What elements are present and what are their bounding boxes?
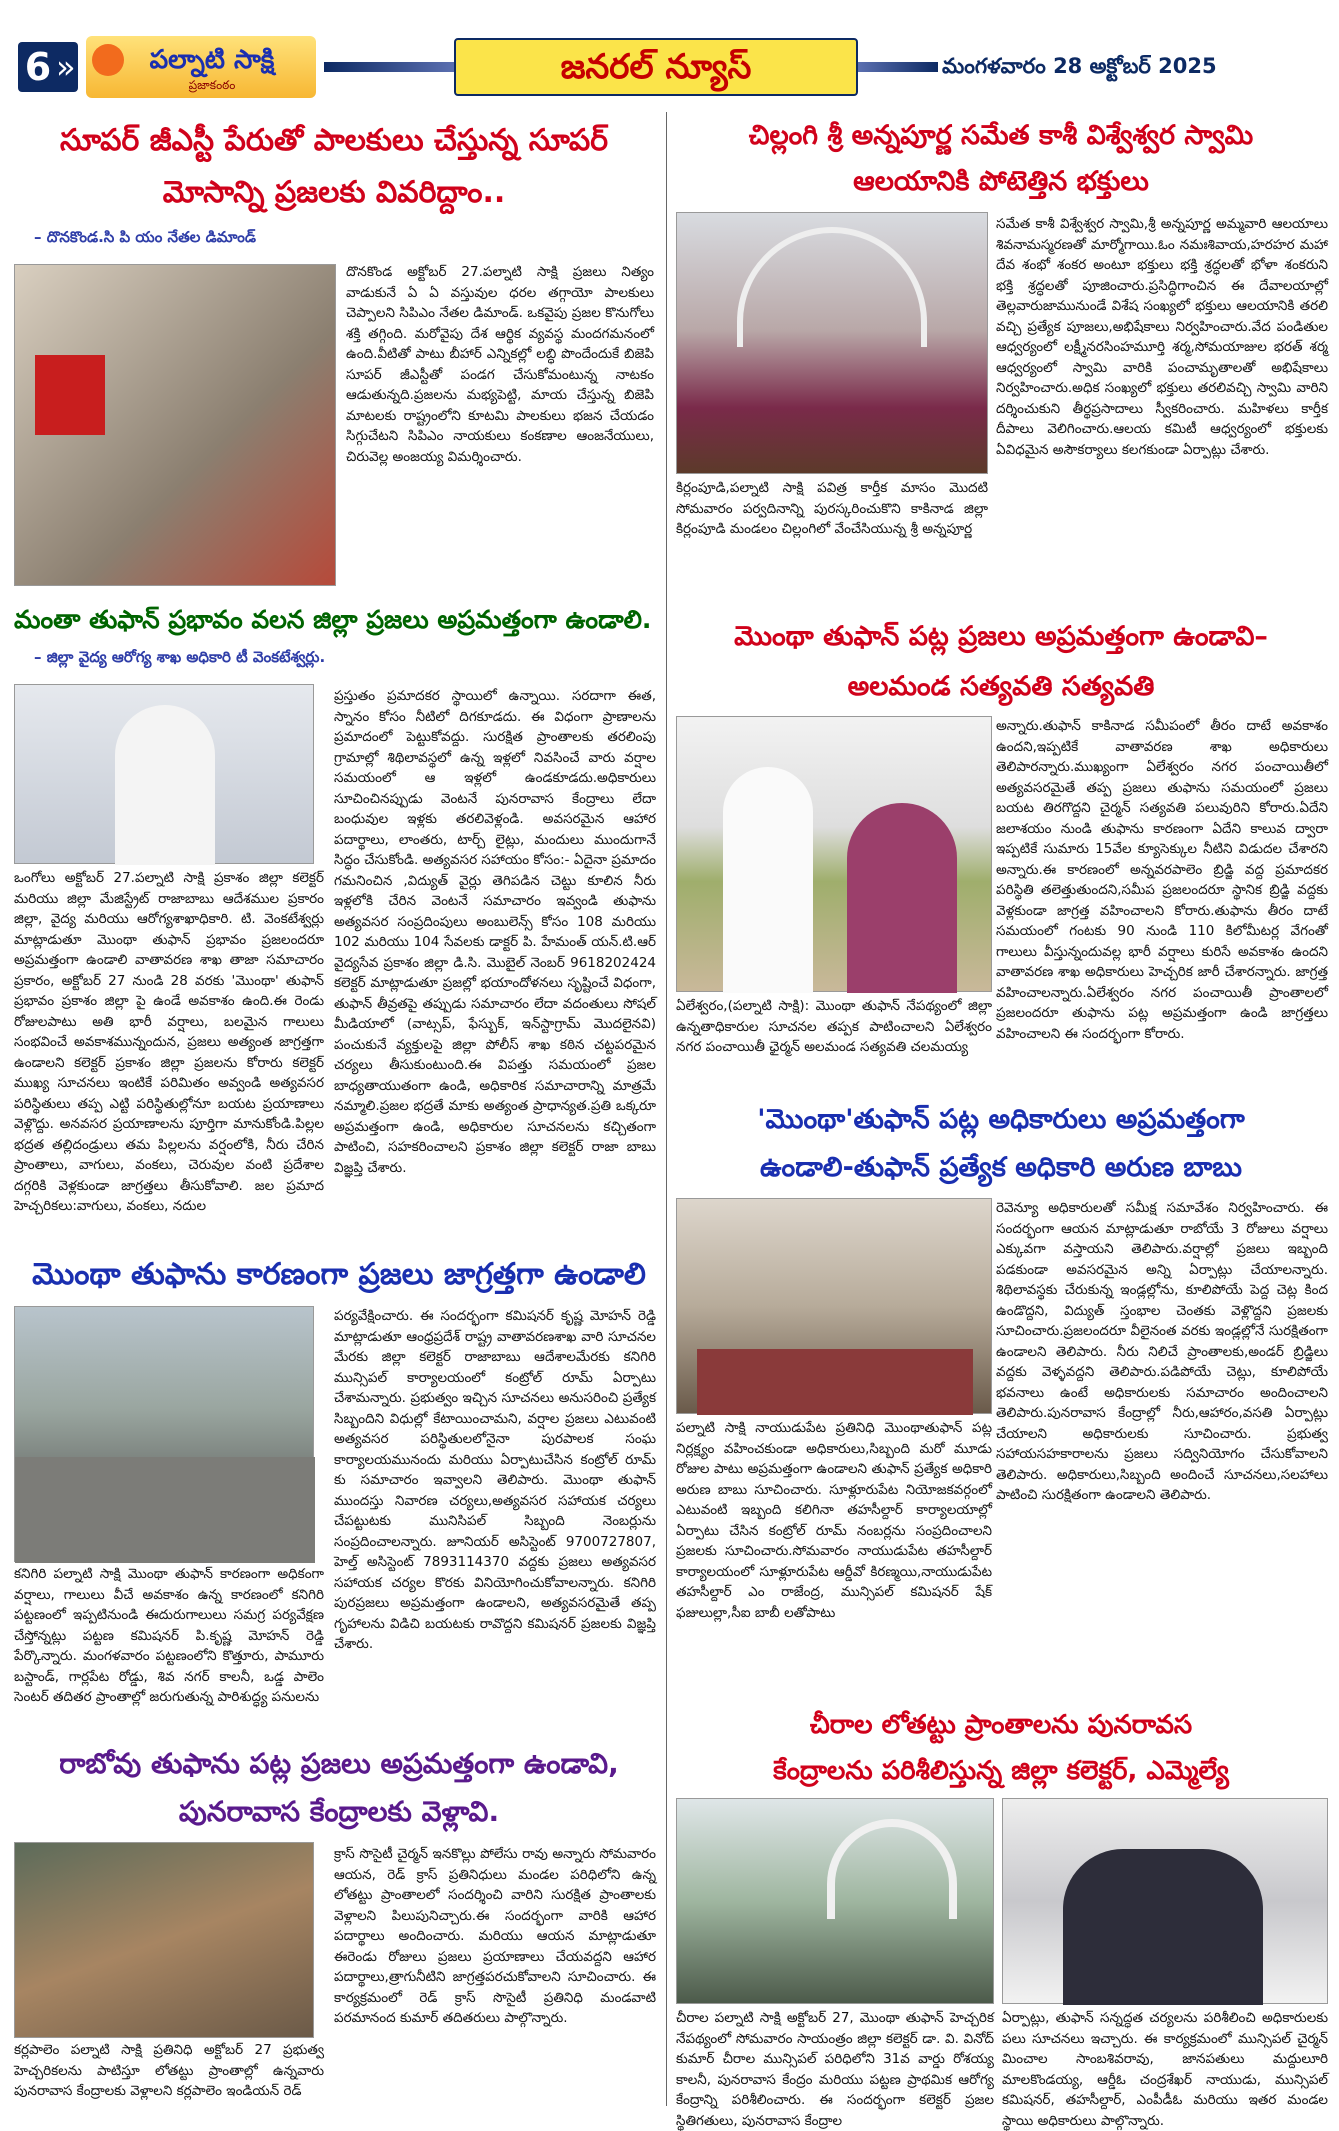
meeting-table	[697, 1349, 973, 1415]
aruna-headline-1: 'మొంథా'తుఫాన్ పట్ల అధికారులు అప్రమత్తంగా	[757, 1104, 1245, 1135]
newspaper-logo	[86, 36, 316, 98]
temple-headline-1: చిల్లంగి శ్రీ అన్నపూర్ణ సమేత కాశీ విశ్వేశ్వర స్వామి	[748, 120, 1254, 151]
rabovu-photo	[14, 1842, 314, 2038]
page-number: 6	[24, 45, 52, 89]
rabovu-headline-2: పునరావాస కేంద్రాలకు వెళ్లావి.	[178, 1795, 500, 1828]
health-headline: మంతా తుఫాన్ ప్రభావం వలన జిల్లా ప్రజలు అప్రమత్తంగా ఉండాలి.	[14, 605, 652, 634]
rabovu-caption: కర్లపాలెం పల్నాటి సాక్షి ప్రతినిధి అక్టోబర్ 27 ప్రభుత్వ హెచ్చరికలను పాటిస్తూ లోతట్టు ప్రాంతాల్లో ఉన్నవారు పునరావాస కేంద్రాలకు వెళ్లాలని కర్లపాలెం ఇండియన్ రెడ్	[14, 2042, 324, 2100]
masthead-bar-left	[324, 62, 454, 72]
alamanda-headline-2: అలమండ సత్యవతి సత్యవతి	[847, 671, 1155, 702]
montha-rains-photo	[14, 1306, 314, 1562]
alamanda-caption: ఏలేశ్వరం,(పల్నాటి సాక్షి): మొంథా తుఫాన్ నేపథ్యంలో జిల్లా ఉన్నతాధికారుల సూచనల తప్పక పాటించాలని ఏలేశ్వరం నగర పంచాయితీ ఛైర్మన్ అలమండ సత్యవతి చలమయ్య	[676, 998, 992, 1056]
person-right	[847, 803, 957, 993]
alamanda-headline-1: మొంథా తుఫాన్ పట్ల ప్రజలు అప్రమత్తంగా ఉండావి–	[734, 621, 1268, 652]
collector-headline-2: కేంద్రాలను పరిశీలిస్తున్న జిల్లా కలెక్టర్, ఎమ్మెల్యే	[773, 1756, 1229, 1786]
temple-headline-2: ఆలయానికి పోటెత్తిన భక్తులు	[853, 166, 1149, 197]
temple-body-bottom: కిర్లంపూడి,పల్నాటి సాక్షి పవిత్ర కార్తీక మాసం మొదటి సోమవారం పర్వదినాన్ని పురస్కరించుకొని కాకినాడ జిల్లా కిర్లంపూడి మండలం చిల్లంగిలో వేంచేసియున్న శ్రీ అన్నపూర్ణ	[676, 480, 988, 538]
road	[15, 1457, 315, 1563]
health-photo	[14, 684, 314, 864]
collector-body-left: చీరాల పల్నాటి సాక్షి అక్టోబర్ 27, మొంథా తుఫాన్ హెచ్చరిక నేపథ్యంలో సోమవారం సాయంత్రం జిల్లా కలెక్టర్ డా. వి. వినోద్ కుమార్ చీరాల మున్సిపల్ పరిధిలోని 31వ వార్డు రోశయ్య కాలనీ, పునరావాస కేంద్రం మరియు పట్టణ ప్రాథమిక ఆరోగ్య కేంద్రాన్ని పరిశీలించారు. ఈ సందర్భంగా కలెక్టర్ ప్రజల స్థితిగతులు, పునరావాస కేంద్రాల	[676, 2010, 994, 2129]
temple-photo	[676, 212, 988, 474]
section-title: జనరల్ న్యూస్	[560, 47, 752, 87]
logo-subtitle: ప్రజాకంఠం	[188, 78, 236, 92]
aruna-caption: పల్నాటి సాక్షి నాయుడుపేట ప్రతినిధి మొంథాతుఫాన్ పట్ల నిర్లక్ష్యం వహించకుండా అధికారులు,సిబ్బంది మరో మూడు రోజుల పాటు అప్రమత్తంగా ఉండాలని తుఫాన్ ప్రత్యేక అధికారి అరుణ బాబు సూచించారు. సూళ్లూరుపేట నియోజకవర్గంలో ఎటువంటి ఇబ్బంది కలిగినా తహసీల్దార్ కార్యాలయాల్లో ఏర్పాటు చేసిన కంట్రోల్ రూమ్ నంబర్లను సంప్రదించాలని ప్రజలకు సూచించారు.సోమవారం నాయుడుపేట తహసీల్దార్ కార్యాలయంలో సూళ్లూరుపేట ఆర్డీవో కిరణ్మయి,నాయుడుపేట తహసీల్దార్ ఎం రాజేంద్ర, మున్సిపల్ కమిషనర్ షేక్ ఫజులుల్లా,సీఐ బాబీ లతోపాటు	[676, 1420, 992, 1621]
person-left	[723, 767, 813, 993]
logo-title: పల్నాటి సాక్షి	[149, 45, 275, 75]
health-byline: – జిల్లా వైద్య ఆరోగ్య శాఖ అధికారి టీ వెంకటేశ్వర్లు.	[34, 648, 326, 666]
aruna-body: రెవెన్యూ అధికారులతో సమీక్ష సమావేశం నిర్వహించారు. ఈ సందర్భంగా ఆయన మాట్లాడుతూ రాబోయే 3 రోజులు వర్షాలు ఎక్కువగా వస్తాయని తెలిపారు.వర్షాల్లో ప్రజలు ఇబ్బంది పడకుండా అవసరమైన అన్ని ఏర్పాట్లు చేయాలన్నారు. శిథిలావస్థకు చేరుకున్న ఇండ్లల్లోను, కూలిపోయే పెద్ద చెట్ల కింద ఉండొద్దని, విద్యుత్ స్తంభాల చెంతకు వెళ్లొద్దని ప్రజలకు సూచించారు.ప్రజలందరూ వీలైనంత వరకు ఇండ్లల్లోనే సురక్షితంగా ఉండాలని తెలిపారు. నీరు నిలిచే ప్రాంతాలకు,అండర్ బ్రిడ్జిలు వద్దకు వెళ్ళవద్దని తెలిపారు.పడిపోయే చెట్లు, కూలిపోయే భవనాలు ఉంటే అధికారులకు సమాచారం అందించాలని తెలిపారు.పునరావాస కేంద్రాల్లో నీరు,ఆహారం,వసతి ఏర్పాట్లు చేయాలని అధికారులకు సూచించారు. ప్రభుత్వ సహాయసహకారాలను ప్రజలు సద్వినియోగం చేసుకోవాలని తెలిపారు. అధికారులు,సిబ్బంది అందించే సూచనలు,సలహాలు పాటించి సురక్షితంగా ఉండాలని తెలిపారు.	[996, 1200, 1328, 1504]
masthead	[12, 36, 1328, 100]
montha-rains-body: పర్యవేక్షించారు. ఈ సందర్భంగా కమిషనర్ కృష్ణ మోహన్ రెడ్డి మాట్లాడుతూ ఆంధ్రప్రదేశ్ రాష్ట్ర వాతావరణశాఖ వారి సూచనల మేరకు జిల్లా కలెక్టర్ రాజాబాబు ఆదేశాలమేరకు కనిగిరి మున్సిపల్ కార్యాలయంలో కంట్రోల్ రూమ్ ఏర్పాటు చేశామన్నారు. ప్రభుత్వం ఇచ్చిన సూచనలు అనుసరించి ప్రత్యేక సిబ్బందిని విధుల్లో కేటాయించామని, వర్షాల ప్రజలు ఎటువంటి అత్యవసర పరిస్థితులలోనైనా పురపాలక సంఘ కార్యాలయమునందు మరియు ఏర్పాటుచేసిన కంట్రోల్ రూమ్ కు సమాచారం ఇవ్వాలని తెలిపారు. మొంథా తుఫాన్ ముందస్తు నివారణ చర్యలు,అత్యవసర సహాయక చర్యలు చేపట్టుటకు మునిసిపల్ సిబ్బంది నెంబర్లును సంప్రదించాలన్నారు. జూనియర్ అసిస్టెంట్ 9700727807, హెల్త్ అసిస్టెంట్ 7893114370 వద్దకు ప్రజలు అత్యవసర సహాయక చర్యల కొరకు వినియోగించుకోవాలన్నారు. కనిగిరి పురప్రజలు అప్రమత్తంగా ఉండాలని, అత్యవసరమైతే తప్ప గృహాలను విడిచి బయటకు రావొద్దని కమిషనర్ ప్రజలకు విజ్ఞప్తి చేశారు.	[334, 1308, 656, 1653]
column-divider	[666, 112, 667, 2106]
alamanda-body: అన్నారు.తుఫాన్ కాకినాడ సమీపంలో తీరం దాటే అవకాశం ఉందని,ఇప్పటికే వాతావరణ శాఖ అధికారులు తెలిపారన్నారు.ముఖ్యంగా ఏలేశ్వరం నగర పంచాయితీలో అత్యవసరమైతే తప్ప ప్రజలు తుఫాను సమయంలో ప్రజలు బయట తిరగొద్దని చైర్మన్ సత్యవతి పలువురిని కోరారు.ఏదేని జలాశయం నుండి తుఫాను కారణంగా ఏదేని కాలువ ద్వారా ఇప్పటికే సుమారు 15వేల క్యూసెక్కుల నీటిని విడుదల చేశారని అన్నారు.ఈ కారణంలో అన్నవరపాలెం బ్రిడ్జి వద్ద ప్రమాదకర పరిస్థితి తలెత్తుతుందని,సమీప ప్రజలందరూ స్థానిక బ్రిడ్జి వద్దకు వెళ్లకుండా జాగ్రత్త వహించాలని కోరారు.తుఫాను తీరం దాటే సమయంలో గంటకు 90 నుండి 110 కిలోమీటర్ల వేగంతో గాలులు వీస్తున్నందువల్ల భారీ వర్షాలు కురిసే అవకాశం ఉందని వాతావరణ శాఖ అధికారులు హెచ్చరిక జారీ చేశారన్నారు. జాగ్రత్త వహించాలన్నారు.ఏలేశ్వరం నగర పంచాయితీ ప్రాంతాలలో ప్రజలందరూ తుఫాను పట్ల అప్రమత్తంగా ఉండి జాగ్రత్తలు వహించాలని ఈ సందర్భంగా కోరారు.	[996, 718, 1328, 1042]
page-number-chevron: »	[56, 48, 76, 86]
issue-date: మంగళవారం 28 అక్టోబర్ 2025	[942, 54, 1217, 78]
temple-body-right: సమేత కాశీ విశ్వేశ్వర స్వామి,శ్రీ అన్నపూర్ణ అమ్మవారి ఆలయాలు శివనామస్మరణతో మార్మోగాయి.ఓం నమఃశివాయ,హరహర మహా దేవ శంభో శంకర అంటూ భక్తులు భక్తి శ్రద్ధలతో భోళా శంకరుని భక్తి శ్రద్ధలతో పూజించారు.ప్రసిద్ధిగాంచిన ఈ దేవాలయాల్లో తెల్లవారుజామునుండే విశేష సంఖ్యలో భక్తులు ఆలయానికి తరలి వచ్చి ప్రత్యేక పూజలు,అభిషేకాలు నిర్వహించారు.వేద పండితుల ఆధ్వర్యంలో లక్ష్మీనరసింహమూర్తి శర్మ,సోమయాజుల భరత్ శర్మ ఆధ్వర్యంలో స్వామి వారికి పంచామృతాలతో అభిషేకాలు నిర్వహించారు.అధిక సంఖ్యలో భక్తులు తరలివచ్చి స్వామి వారిని దర్శించుకుని తీర్థప్రసాదాలు స్వీకరించారు. మహిళలు కార్తీక దీపాలు వెలిగించారు.ఆలయ కమిటీ ఆధ్వర్యంలో భక్తులకు ఏవిధమైన అసౌకర్యాలు కలగకుండా ఏర్పాట్లు చేశారు.	[996, 216, 1328, 458]
rabovu-body: క్రాస్ సొసైటీ చైర్మన్ ఇనకొల్లు పోలేసు రావు అన్నారు సోమవారం ఆయన, రెడ్ క్రాస్ ప్రతినిధులు మండల పరిధిలోని ఉన్న లోతట్టు ప్రాంతాలలో సందర్శించి వారిని సురక్షిత ప్రాంతాలకు వెళ్లాలని పిలుపునిచ్చారు.ఈ సందర్భంగా వారికి ఆహార పదార్థాలు అందించారు. మరియు ఆయన మాట్లాడుతూ ఈరెండు రోజులు ప్రజలు ప్రయాణాలు చేయవద్దని ఆహార పదార్థాలు,త్రాగునీటిని జాగ్రత్తపరచుకోవాలని సూచించారు. ఈ కార్యక్రమంలో రెడ్ క్రాస్ సొసైటీ ప్రతినిధి మండవాటి పరమానంద కుమార్ తదితరులు పాల్గొన్నారు.	[334, 1846, 656, 2027]
health-body: ప్రస్తుతం ప్రమాదకర స్థాయిలో ఉన్నాయి. సరదాగా ఈత, స్నానం కోసం నీటిలో దిగకూడదు. ఈ విధంగా ప్రాణాలను ప్రమాదంలో పెట్టుకోవద్దు. సురక్షిత ప్రాంతాలకు తరలింపు గ్రామాల్లో శిథిలావస్థలో ఉన్న ఇళ్లలో నివసించే వారు వర్షాల సమయంలో ఆ ఇళ్లలో ఉండకూడదు.అధికారులు సూచించినప్పుడు వెంటనే పునరావాస కేంద్రాలు లేదా బంధువుల ఇళ్లకు తరలివెళ్లండి. అవసరమైన ఆహార పదార్థాలు, లాంతరు, టార్చ్ లైట్లు, మందులు ముందుగానే సిద్ధం చేసుకోండి. అత్యవసర సహాయం కోసం:- ఏదైనా ప్రమాదం గమనించిన ,విద్యుత్ వైర్లు తెగిపడిన చెట్టు కూలిన నీరు ఇళ్లలోకి చేరిన వెంటనే సమాచారం ఇవ్వండి తుఫాను అత్యవసర సంప్రదింపులు అంబులెన్స్ కోసం 108 మరియు 102 మరియు 104 సేవలకు డాక్టర్ పి. హేమంత్ యన్.టి.ఆర్ వైద్యసేవ ప్రకాశం జిల్లా డి.సి. మొబైల్ నెంబర్ 9618202424 కలెక్టర్ మాట్లాడుతూ ప్రజల్లో భయాందోళనలు సృష్టించే విధంగా, తుఫాన్ తీవ్రతపై తప్పుడు సమాచారం లేదా వదంతులు సోషల్ మీడియాలో (వాట్సప్, ఫేస్బుక్, ఇన్‌స్టాగ్రామ్ మొదలైనవి) పంచుకునే వ్యక్తులపై జిల్లా పోలీస్ శాఖ కఠిన చట్టపరమైన చర్యలు తీసుకుంటుంది.ఈ విపత్తు సమయంలో ప్రజల బాధ్యతాయుతంగా ఉండి, అధికారిక సమాచారాన్ని మాత్రమే నమ్మాలి.ప్రజల భద్రతే మాకు అత్యంత ప్రాధాన్యత.ప్రతి ఒక్కరూ అప్రమత్తంగా ఉండి, అధికారుల సూచనలను కచ్చితంగా పాటించి, సహకరించాలని ప్రకాశం జిల్లా కలెక్టర్ రాజా బాబు విజ్ఞప్తి చేశారు.	[334, 688, 656, 1176]
montha-rains-caption: కనిగిరి పల్నాటి సాక్షి మొంథా తుఫాన్ కారణంగా అధికంగా వర్షాలు, గాలులు వీచే అవకాశం ఉన్న కారణంలో కనిగిరి పట్టణంలో ఇప్పటినుండి ఈదురుగాలులు సమగ్ర పర్యవేక్షణ చేస్తోన్నట్లు పట్టణ కమిషనర్ పి.కృష్ణ మోహన్ రెడ్డి పేర్కొన్నారు. మంగళవారం పట్టణంలోని కొత్తూరు, పామూరు బస్టాండ్, గార్లపేట రోడ్డు, శివ నగర్ కాలనీ, ఒడ్డ పాలెం సెంటర్ తదితర ప్రాంతాల్లో జరుగుతున్న పారిశుద్ధ్య పనులను	[14, 1566, 324, 1706]
collector-body-right: ఏర్పాట్లు, తుఫాన్ సన్నద్ధత చర్యలను పరిశీలించి అధికారులకు పలు సూచనలు ఇచ్చారు. ఈ కార్యక్రమంలో మున్సిపల్ చైర్మన్ మించాల సాంబశివరావు, జానపతులు మద్దులూరి మాలకొండయ్య, ఆర్డీఓ చంద్రశేఖర్ నాయుడు, మున్సిపల్ కమిషనర్, తహసీల్దార్, ఎంపీడీఓ మరియు ఇతర మండల స్థాయి అధికారులు పాల్గొన్నారు.	[1002, 2010, 1328, 2129]
collector-photo-left	[676, 1798, 994, 2004]
arch-gate	[827, 1819, 957, 1919]
collector-headline-1: చీరాల లోతట్టు ప్రాంతాలను పునరావస	[809, 1710, 1193, 1740]
cpi-flag-icon	[35, 355, 105, 435]
collector-photo-right	[1002, 1798, 1328, 2004]
gst-headline-2: మోసాన్ని ప్రజలకు వివరిద్దాం..	[162, 175, 506, 210]
gst-headline-1: సూపర్ జీఎస్టీ పేరుతో పాలకులు చేస్తున్న సూపర్	[59, 123, 608, 158]
masthead-bar-right	[858, 62, 938, 72]
officials-group	[1063, 1849, 1263, 2005]
official-portrait	[115, 705, 215, 865]
gst-body: దొనకొండ అక్టోబర్ 27.పల్నాటి సాక్షి ప్రజలు నిత్యం వాడుకునే ఏ ఏ వస్తువుల ధరల తగ్గాయో పాలకులు చెప్పాలని సిపిఎం నేతల డిమాండ్. ఒకవైపు ప్రజల కొనుగోలు శక్తి తగ్గింది. మరోవైపు దేశ ఆర్థిక వ్యవస్థ మందగమనంలో ఉంది.వీటితో పాటు బీహార్ ఎన్నికల్లో లబ్ధి పొందేందుకే బిజెపి సూపర్ జీఎస్టీతో పండగ చేసుకోమంటున్న నాటకం ఆడుతున్నది.ప్రజలను మభ్యపెట్టి, మాయ చేస్తున్న బిజెపి మాటలకు రాష్ట్రంలోని కూటమి పాలకులు భజన చేయడం సిగ్గుచేటని సిపిఎం నాయకులు కంకణాల ఆంజనేయులు, చిరువెల్ల అంజయ్య విమర్శించారు.	[346, 264, 654, 465]
gst-byline: – దొనకొండ.సి పి యం నేతల డిమాండ్	[34, 228, 256, 246]
gst-photo	[14, 264, 336, 586]
health-caption: ఒంగోలు అక్టోబర్ 27.పల్నాటి సాక్షి ప్రకాశం జిల్లా కలెక్టర్ మరియు జిల్లా మేజిస్ట్రేట్ రాజాబాబు ఆదేశముల ప్రకారం జిల్లా, వైద్య మరియు ఆరోగ్యశాఖాధికారి. టి. వెంకటేశ్వర్లు మాట్లాడుతూ మొంథా తుఫాన్ ప్రభావం ప్రజలందరూ అప్రమత్తంగా ఉండాలి వాతావరణ శాఖ తాజా సమాచారం ప్రకారం, అక్టోబర్ 27 నుండి 28 వరకు 'మొంథా' తుఫాన్ ప్రభావం ప్రకాశం జిల్లా పై ఉండే అవకాశం ఉంది.ఈ రెండు రోజులపాటు అతి భారీ వర్షాలు, బలమైన గాలులు సంభవించే అవకాశమున్నందున, ప్రజలు అత్యంత జాగ్రత్తగా ఉండాలని కలెక్టర్ ప్రకాశం జిల్లా ప్రజలను కోరారు కలెక్టర్ ముఖ్య సూచనలు ఇంటికే పరిమితం అవ్వండి అత్యవసర పరిస్థితులు తప్ప ఎట్టి పరిస్థితుల్లోనూ బయట ప్రయాణాలు వెళ్లొద్దు. అనవసర ప్రయాణాలను పూర్తిగా మానుకోండి.పిల్లల భద్రత తల్లిదండ్రులు తమ పిల్లలను వర్షంలోకి, నీరు చేరిన ప్రాంతాలు, వాగులు, వంకలు, చెరువుల వంటి ప్రదేశాల దగ్గరికి వెళ్లకుండా జాగ్రత్తలు తీసుకోవాలి. జల ప్రమాద హెచ్చరికలు:వాగులు, వంకలు, నదుల	[14, 870, 324, 1215]
aruna-photo	[676, 1198, 992, 1414]
alamanda-photo	[676, 716, 992, 992]
aruna-headline-2: ఉండాలి-తుఫాన్ ప్రత్యేక అధికారి అరుణ బాబు	[760, 1152, 1242, 1183]
montha-rains-headline: మొంథా తుఫాను కారణంగా ప్రజలు జాగ్రత్తగా ఉండాలి	[32, 1257, 646, 1292]
temple-arch	[737, 227, 927, 347]
rabovu-headline-1: రాబోవు తుఫాను పట్ల ప్రజలు అప్రమత్తంగా ఉండావి,	[59, 1747, 619, 1780]
